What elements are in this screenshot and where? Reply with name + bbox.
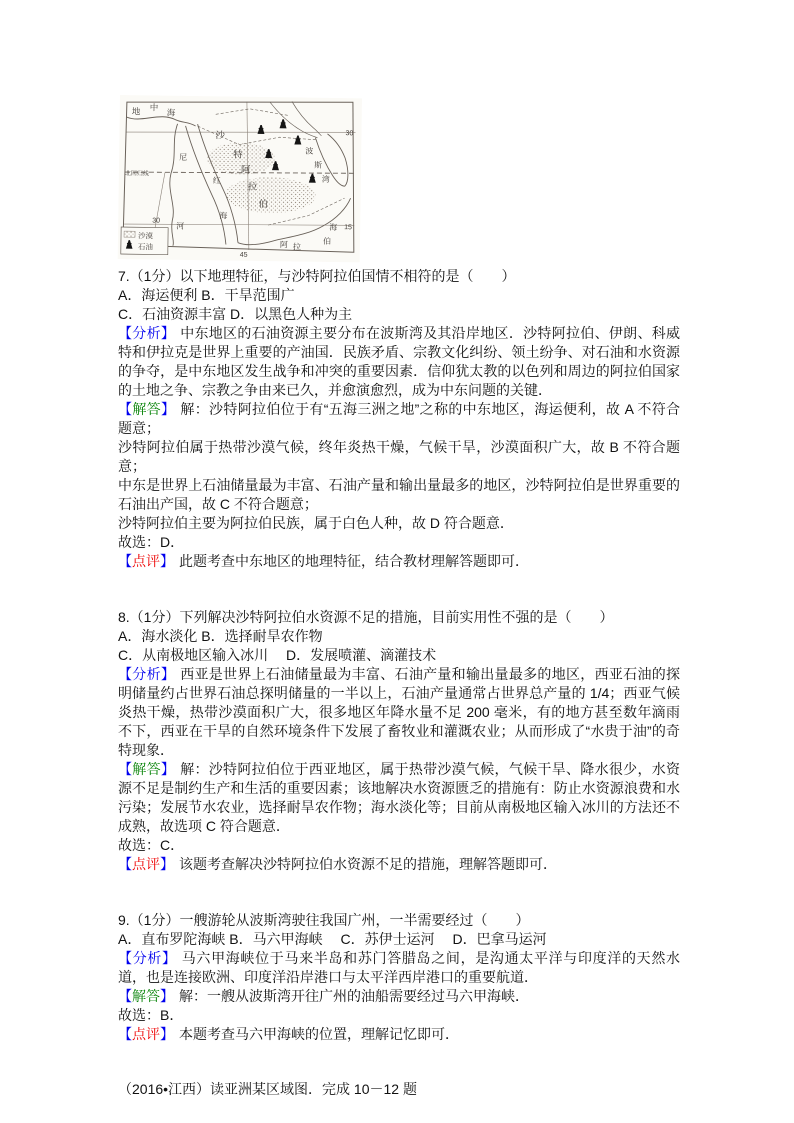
bracket-close: 】: [160, 856, 174, 872]
answer-label: 解答: [132, 988, 160, 1004]
answer-paragraph: [118, 400, 680, 438]
answer-choice-line: 故选：C．: [118, 837, 185, 853]
question-stem: 7.（1分）以下地理特征，与沙特阿拉伯国情不相符的是（ ）: [118, 268, 516, 284]
map-label-persian-gulf: 波: [305, 146, 314, 156]
map-label-saudi: 阿: [240, 164, 251, 176]
bracket-open: 【: [118, 666, 133, 682]
options-line-abcd: A．直布罗陀海峡 B．马六甲海峡 C．苏伊士运河 D．巴拿马运河: [118, 931, 547, 947]
legend-desert-swatch: [124, 231, 135, 237]
map-label-nile: 河: [176, 221, 185, 231]
map-label-mediterranean: 中: [149, 102, 159, 113]
bracket-close: 】: [162, 950, 177, 966]
answer-label: 解答: [132, 761, 161, 777]
question-stem: 8.（1分）下列解决沙特阿拉伯水资源不足的措施，目前实用性不强的是（ ）: [118, 609, 614, 625]
comment-label: 点评: [132, 856, 160, 872]
analysis-paragraph: [118, 949, 680, 987]
arabian-peninsula-map: [118, 95, 362, 262]
analysis-label: 分析: [132, 325, 161, 341]
comment-paragraph: [118, 1025, 680, 1044]
analysis-text: 中东地区的石油资源主要分布在波斯湾及其沿岸地区．沙特阿拉伯、伊朗、科威特和伊拉克是世界上重要的产油国．民族矛盾、宗教文化纠纷、领土纷争、对石油和水资源的争夺，是中东地区发生战争和冲突的重要因素．信仰犹太教的以色列和周边的阿拉伯国家的土地之争、宗教之争由来已久，并愈演愈烈，成为中东问题的关键．: [118, 325, 681, 398]
options-line-cd: C．从南极地区输入冰川 D．发展喷灌、滴灌技术: [118, 647, 437, 663]
map-label-saudi: 拉: [247, 181, 258, 193]
map-label-red-sea: 海: [219, 211, 228, 221]
answer-text: 解：沙特阿拉伯位于西亚地区，属于热带沙漠气候，气候干旱、降水很少，水资源不足是制约生产和生活的重要因素；该地解决水资源匮乏的措施有：防止水资源浪费和水污染；发展节水农业，选择耐旱农作物；海水淡化等；目前从南极地区输入冰川的方法还不成熟，故选项 C 符合题意．: [118, 761, 681, 834]
latitude-30-line: [126, 129, 355, 138]
comment-text: 此题考查中东地区的地理特征，结合教材理解答题即可．: [179, 553, 529, 569]
map-label-arabian-sea: 拉: [292, 242, 301, 252]
options-line-ab: A．海运便利 B．干旱范围广: [118, 287, 295, 303]
analysis-paragraph: [118, 665, 680, 760]
map-label-persian-gulf: 湾: [321, 174, 330, 184]
desert-area: [225, 176, 315, 213]
bracket-open: 【: [118, 950, 133, 966]
map-label-arabian-sea: 阿: [279, 240, 288, 250]
map-label-lat-30: 30: [345, 130, 354, 138]
map-label-saudi: 特: [233, 149, 243, 161]
question-9: [118, 911, 680, 1044]
answer-paragraph: [118, 987, 680, 1006]
bracket-open: 【: [118, 856, 132, 872]
bracket-open: 【: [118, 761, 133, 777]
analysis-text: 西亚是世界上石油储量最为丰富、石油产量和输出量最多的地区，西亚石油的探明储量约占世界石油总探明储量的一半以上，石油产量通常占世界总产量的 1/4；西亚气候炎热干燥，热带沙漠面积广大，很多地区年降水量不足 200 毫米，有的地方甚至数年滴雨不下，西亚在干旱的自然环境条件下发展了畜牧业和灌溉农业；从而形成了“水贵于油”的奇特现象．: [118, 666, 681, 758]
oil-derrick-icon: [280, 119, 287, 128]
answer-line: 中东是世界上石油储量最为丰富、石油产量和输出量最多的地区，沙特阿拉伯是世界重要的石油出产国，故 C 不符合题意；: [118, 477, 680, 512]
answer-line: 沙特阿拉伯属于热带沙漠气候，终年炎热干燥，气候干旱，沙漠面积广大，故 B 不符合题意；: [118, 439, 680, 474]
bracket-open: 【: [118, 988, 132, 1004]
oil-derrick-icon: [294, 135, 301, 144]
map-label-saudi: 伯: [258, 198, 269, 211]
question-7: [118, 267, 680, 571]
answer-label: 解答: [132, 401, 162, 417]
comment-paragraph: [118, 552, 680, 571]
next-section-prompt: （2016•江西）读亚洲某区域图．完成 10－12 题: [118, 1081, 417, 1097]
answer-choice-line: 故选：B．: [118, 1007, 184, 1023]
analysis-text: 马六甲海峡位于马来半岛和苏门答腊岛之间，是沟通太平洋与印度洋的天然水道，也是连接欧洲、印度洋沿岸港口与太平洋西岸港口的重要航道．: [118, 950, 681, 985]
bracket-close: 】: [160, 1026, 174, 1042]
map-label-arabian-sea: 海: [329, 222, 338, 233]
analysis-paragraph: [118, 324, 680, 400]
bracket-close: 】: [160, 761, 176, 777]
analysis-label: 分析: [132, 950, 163, 966]
answer-choice-line: 故选：D．: [118, 534, 185, 550]
answer-text: 解：沙特阿拉伯位于有“五海三洲之地”之称的中东地区，海运便利，故 A 不符合题意；: [118, 401, 681, 436]
map-label-mediterranean: 地: [131, 106, 141, 117]
options-line-cd: C．石油资源丰富 D．以黑色人种为主: [118, 306, 353, 322]
map-label-mediterranean: 海: [166, 107, 176, 118]
bracket-open: 【: [118, 1026, 132, 1042]
map-label-arabian-sea: 伯: [322, 236, 332, 246]
answer-line: 沙特阿拉伯主要为阿拉伯民族，属于白色人种，故 D 符合题意．: [118, 515, 514, 531]
bracket-close: 】: [161, 401, 176, 417]
comment-text: 该题考查解决沙特阿拉伯水资源不足的措施，理解答题即可．: [179, 856, 557, 872]
oil-derrick-icon: [309, 174, 316, 183]
map-legend: [121, 227, 168, 255]
bracket-close: 】: [160, 988, 174, 1004]
map-label-red-sea: 红: [212, 176, 221, 186]
map-label-saudi: 沙: [215, 130, 226, 142]
bracket-close: 】: [160, 666, 176, 682]
answer-text: 解：一艘从波斯湾开往广州的油船需要经过马六甲海峡．: [179, 988, 529, 1004]
comment-label: 点评: [132, 1026, 160, 1042]
bracket-close: 】: [160, 325, 176, 341]
mediterranean-coastline: [127, 116, 196, 126]
map-label-tropic: 北回归线: [124, 171, 149, 178]
bracket-open: 【: [118, 401, 133, 417]
comment-paragraph: [118, 855, 680, 874]
bracket-open: 【: [118, 553, 132, 569]
analysis-label: 分析: [132, 666, 161, 682]
legend-desert-label: 沙漠: [137, 231, 154, 241]
map-label-persian-gulf: 斯: [313, 160, 323, 170]
country-border: [216, 108, 288, 115]
euphrates-river: [291, 101, 321, 135]
map-label-lon-45: 45: [239, 251, 248, 259]
comment-text: 本题考查马六甲海峡的位置，理解记忆即可．: [179, 1026, 459, 1042]
map-label-lon-30: 30: [152, 217, 161, 225]
oil-derrick-icon: [257, 125, 264, 134]
question-8: [118, 608, 680, 874]
answer-paragraph: [118, 760, 680, 836]
comment-label: 点评: [132, 553, 160, 569]
question-stem: 9.（1分）一艘游轮从波斯湾驶往我国广州，一半需要经过（ ）: [118, 912, 530, 928]
options-line-ab: A．海水淡化 B．选择耐旱农作物: [118, 628, 323, 644]
bracket-open: 【: [118, 325, 133, 341]
map-illustration: [118, 95, 362, 262]
legend-oil-label: 石油: [137, 242, 153, 252]
document-content: [118, 95, 680, 1099]
map-label-nile: 尼: [179, 152, 188, 162]
map-label-lat-15: 15: [344, 224, 353, 232]
bracket-close: 】: [160, 553, 174, 569]
